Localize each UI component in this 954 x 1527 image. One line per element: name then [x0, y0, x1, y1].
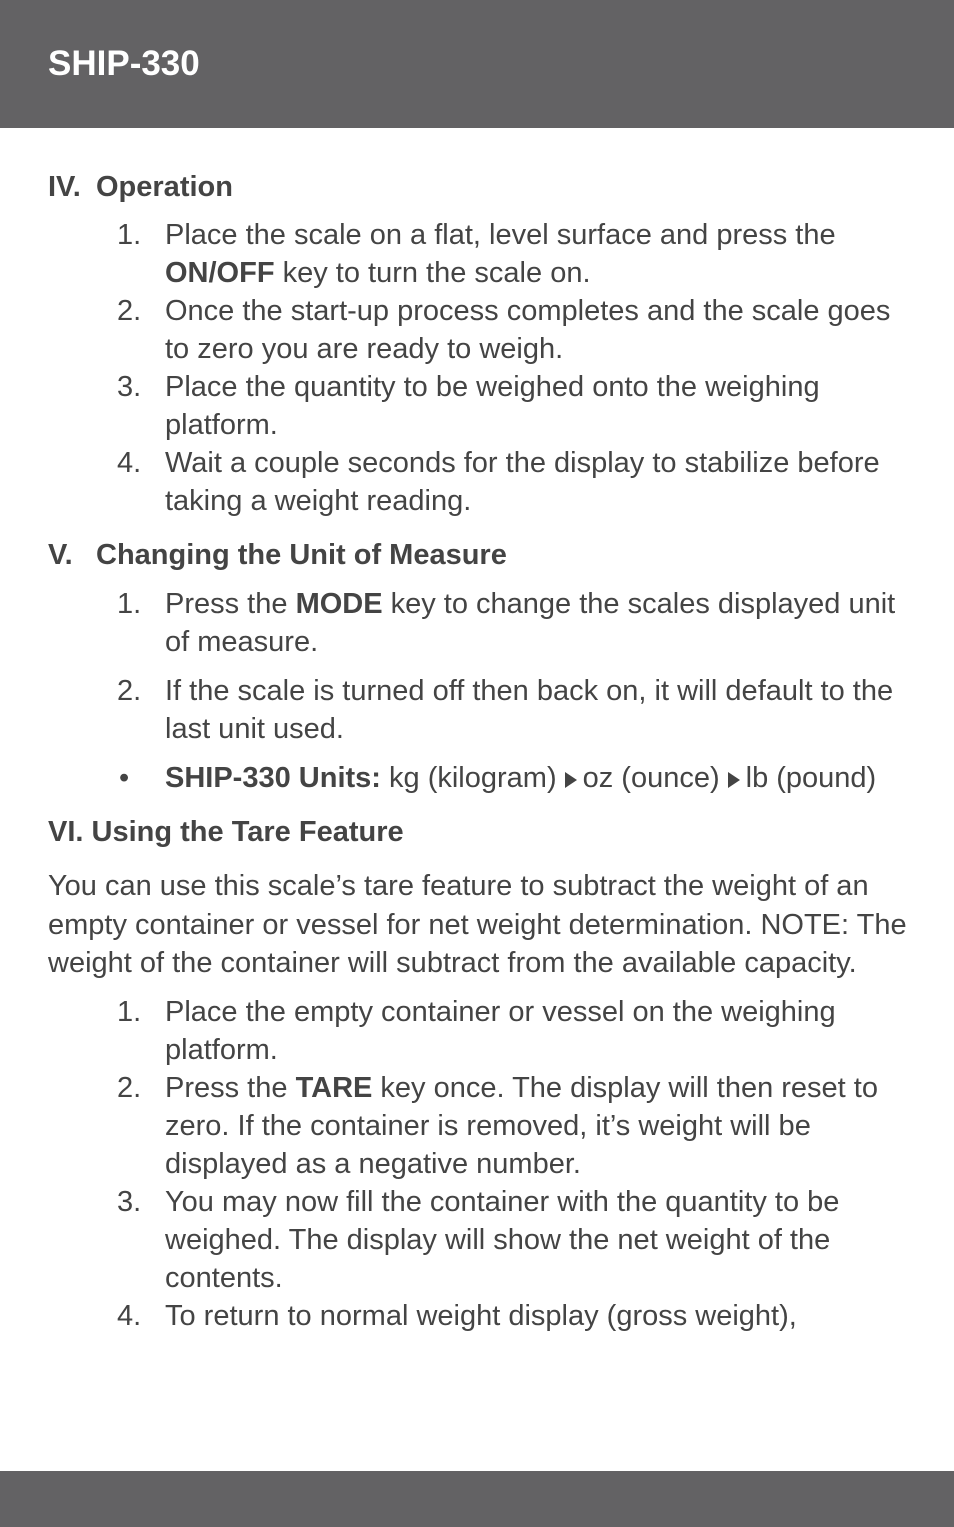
step-number: 2.: [117, 675, 142, 707]
step-text-start: Place the scale on a flat, level surface and press the: [165, 219, 836, 251]
section-number: VI.: [48, 816, 84, 848]
operation-steps: [48, 216, 910, 520]
play-arrow-icon: [565, 772, 577, 788]
step-text: Once the start-up process completes and the scale goes to zero you are ready to weigh.: [165, 295, 891, 365]
step-number: 2.: [117, 295, 142, 327]
step-number: 3.: [117, 1185, 142, 1218]
section-number: V.: [48, 539, 73, 571]
manual-content: [48, 168, 910, 1335]
list-item: [48, 1069, 910, 1183]
section-title: Operation: [96, 171, 233, 203]
section-heading-tare: [48, 813, 910, 851]
key-name: TARE: [295, 1071, 373, 1104]
step-number: 3.: [117, 371, 142, 403]
step-text-start: Press the: [165, 588, 296, 620]
step-number: 1.: [117, 588, 142, 620]
step-number: 4.: [117, 447, 142, 479]
step-text: Place the quantity to be weighed onto the weighing platform.: [165, 371, 820, 441]
document-title: SHIP-330: [48, 44, 200, 83]
list-item-units: [48, 759, 910, 797]
list-item: [48, 216, 910, 292]
list-item: [48, 368, 910, 444]
header-bar: [0, 0, 954, 128]
step-text-start: Press the: [165, 1071, 296, 1104]
step-text: To return to normal weight display (gross weight),: [165, 1299, 797, 1332]
step-text-end: key to change the scales displayed unit of measure.: [165, 588, 896, 658]
list-item: [48, 1297, 910, 1335]
step-number: 1.: [117, 995, 142, 1028]
key-name: ON/OFF: [165, 257, 275, 289]
step-number: 2.: [117, 1071, 142, 1104]
step-text-end: key to turn the scale on.: [274, 257, 591, 289]
bullet-marker: •: [119, 762, 130, 794]
section-title: Changing the Unit of Measure: [96, 539, 507, 571]
section-heading-unit-of-measure: [48, 536, 910, 574]
section-heading-operation: [48, 168, 910, 206]
list-item: [48, 444, 910, 520]
key-name: MODE: [295, 588, 383, 620]
step-text: [165, 585, 910, 661]
step-text: [165, 1069, 910, 1183]
step-text: Wait a couple seconds for the display to stabilize before taking a weight reading.: [165, 447, 880, 517]
step-text: [165, 216, 910, 292]
units-text: [165, 759, 910, 797]
unit-steps: [48, 585, 910, 797]
step-text: If the scale is turned off then back on, it will default to the last unit used.: [165, 675, 894, 745]
play-arrow-icon: [728, 772, 740, 788]
step-text: You may now fill the container with the quantity to be weighed. The display will show the net weight of the contents.: [165, 1185, 840, 1294]
step-text: Place the empty container or vessel on the weighing platform.: [165, 995, 836, 1066]
step-number: 4.: [117, 1299, 142, 1332]
tare-steps: [48, 993, 910, 1335]
unit-lb: lb (pound): [745, 762, 877, 794]
list-item: [48, 993, 910, 1069]
list-item: [48, 292, 910, 368]
section-title: Using the Tare Feature: [91, 816, 404, 848]
step-text-end: key once. The display will then reset to zero. If the container is removed, it’s weight will be displayed as a negative number.: [165, 1071, 878, 1180]
list-item: [48, 1183, 910, 1297]
footer-bar: [0, 1471, 954, 1527]
step-number: 1.: [117, 219, 142, 251]
list-item: [48, 585, 910, 661]
list-item: [48, 672, 910, 748]
unit-kg: kg (kilogram): [380, 762, 557, 794]
tare-intro: You can use this scale’s tare feature to subtract the weight of an empty container or vessel for net weight determination. NOTE: The weight of the container will subtract from the available capacity.: [48, 870, 907, 979]
unit-oz: oz (ounce): [582, 762, 720, 794]
section-number: IV.: [48, 171, 81, 203]
units-label: SHIP-330 Units:: [165, 762, 381, 794]
